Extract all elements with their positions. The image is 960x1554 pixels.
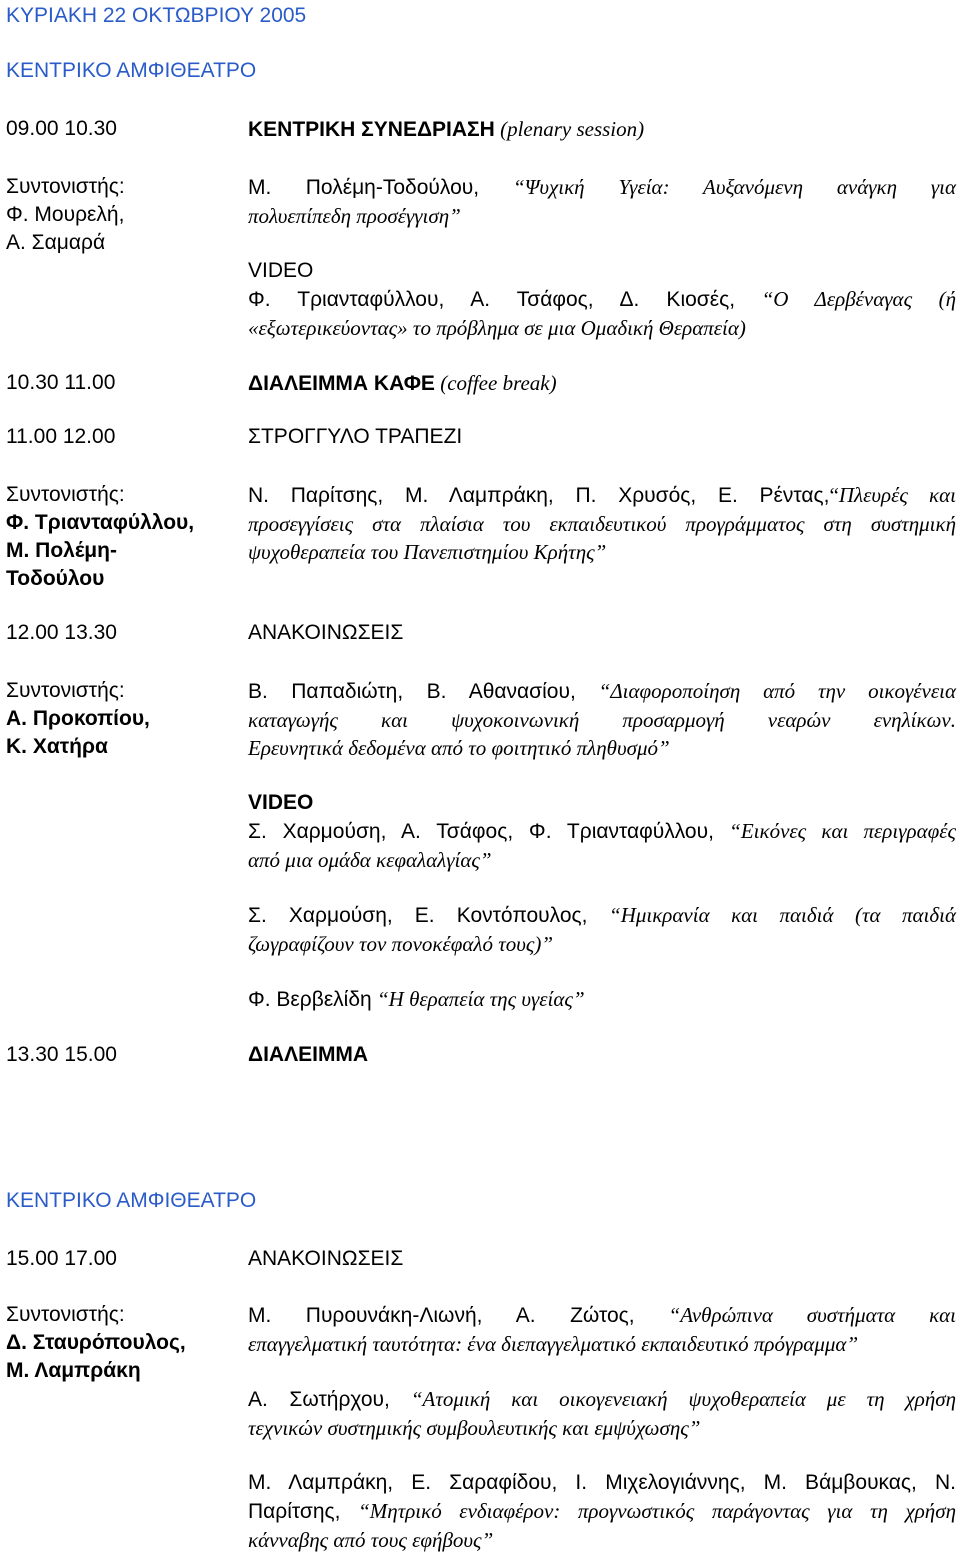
chair-name: Κ. Χατήρα bbox=[6, 735, 108, 758]
talk-title: Πλευρές και bbox=[838, 483, 956, 507]
talk-line: Ν. Παρίτσης, Μ. Λαμπράκη, Π. Χρυσός, Ε. Ρέντας,“Πλευρές και bbox=[248, 483, 956, 507]
talk-author: Μ. Πυρουνάκη-Λιωνή, Α. Ζώτος, bbox=[248, 1304, 635, 1327]
talk-line bbox=[248, 901, 956, 930]
talk-title: “Εικόνες και περιγραφές bbox=[729, 819, 957, 843]
talk-entry bbox=[248, 173, 956, 230]
session-title: ΣΤΡΟΓΓΥΛΟ ΤΡΑΠΕΖΙ bbox=[248, 425, 463, 448]
talk-line: επαγγελματική ταυτότητα: ένα διεπαγγελματικό εκπαιδευτικό πρόγραμμα” bbox=[248, 1332, 859, 1356]
talk-entry bbox=[248, 1385, 956, 1442]
chair-name: Δ. Σταυρόπουλος, bbox=[6, 1331, 186, 1354]
talk-entry bbox=[248, 1301, 956, 1358]
talk-entry bbox=[248, 1469, 956, 1554]
talk-title: “Διαφοροποίηση από την οικογένεια bbox=[598, 679, 956, 703]
talk-line: προσεγγίσεις στα πλαίσια του εκπαιδευτικού προγράμματος στη συστημική bbox=[248, 512, 956, 536]
talk-author: Β. Παπαδιώτη, Β. Αθανασίου, bbox=[248, 680, 576, 703]
talk-line: «εξωτερικεύοντας» το πρόβλημα σε μια Ομαδική Θεραπεία) bbox=[248, 316, 746, 340]
session-title-en: (plenary session) bbox=[500, 117, 645, 141]
session-title bbox=[248, 115, 644, 144]
chair-label: Συντονιστής: bbox=[6, 483, 125, 506]
break-time: 10.30 11.00 bbox=[6, 371, 116, 394]
talk-author: Φ. Βερβελίδη bbox=[248, 988, 372, 1011]
session-time: 11.00 12.00 bbox=[6, 425, 116, 448]
session-title: ΑΝΑΚΟΙΝΩΣΕΙΣ bbox=[248, 621, 404, 644]
program-date: ΚΥΡΙΑΚΗ 22 ΟΚΤΩΒΡΙΟΥ 2005 bbox=[6, 4, 307, 27]
session-time: 09.00 10.30 bbox=[6, 117, 117, 140]
talk-author: Μ. Πολέμη-Τοδούλου, bbox=[248, 176, 480, 199]
chair-block bbox=[6, 481, 236, 593]
video-entry bbox=[248, 285, 956, 342]
talk-entry bbox=[248, 677, 956, 762]
video-entry bbox=[248, 817, 956, 874]
talk-line bbox=[248, 1385, 956, 1414]
break-title: ΔΙΑΛΕΙΜΜΑ bbox=[248, 1043, 369, 1066]
talk-author: Σ. Χαρμούση, Ε. Κοντόπουλος, bbox=[248, 904, 588, 927]
talk-author: Σ. Χαρμούση, Α. Τσάφος, Φ. Τριανταφύλλου, bbox=[248, 820, 714, 843]
venue-title: ΚΕΝΤΡΙΚΟ ΑΜΦΙΘΕΑΤΡΟ bbox=[6, 59, 257, 82]
talk-line bbox=[248, 1301, 956, 1330]
video-entry bbox=[248, 985, 956, 1014]
chair-name: Τοδούλου bbox=[6, 567, 105, 590]
chair-name: Α. Σαμαρά bbox=[6, 231, 106, 254]
talk-author: Ν. Παρίτσης, Μ. Λαμπράκη, Π. Χρυσός, Ε. Ρέντας, bbox=[248, 484, 830, 507]
talk-line bbox=[248, 817, 956, 846]
talk-entry bbox=[248, 481, 956, 566]
chair-name: Μ. Πολέμη- bbox=[6, 539, 117, 562]
talk-title: “Μητρικό ενδιαφέρον: προγνωστικός παράγοντας για τη χρήση bbox=[358, 1499, 956, 1523]
talk-title: “Ανθρώπινα συστήματα και bbox=[668, 1303, 956, 1327]
chair-name: Α. Προκοπίου, bbox=[6, 707, 150, 730]
chair-name: Φ. Μουρελή, bbox=[6, 203, 125, 226]
video-entry bbox=[248, 901, 956, 958]
break-title: ΔΙΑΛΕΙΜΜΑ ΚΑΦΕ (coffee break) bbox=[248, 371, 557, 395]
chair-block bbox=[6, 677, 236, 761]
session-title: ΑΝΑΚΟΙΝΩΣΕΙΣ bbox=[248, 1247, 404, 1270]
talk-line bbox=[248, 677, 956, 706]
break-time: 13.30 15.00 bbox=[6, 1043, 117, 1066]
talk-line: τεχνικών συστημικής συμβουλευτικής και εμψύχωσης” bbox=[248, 1416, 701, 1440]
talk-line bbox=[248, 173, 956, 202]
chair-name: Μ. Λαμπράκη bbox=[6, 1359, 141, 1382]
talk-line: Ερευνητικά δεδομένα από το φοιτητικό πληθυσμό” bbox=[248, 736, 670, 760]
chair-name: Φ. Τριανταφύλλου, bbox=[6, 511, 195, 534]
talk-author: Μ. Λαμπράκη, Ε. Σαραφίδου, Ι. Μιχελογιάννης, Μ. Βάμβουκας, Ν. bbox=[248, 1471, 956, 1494]
talk-title: “Ατομική και οικογενειακή ψυχοθεραπεία με τη χρήση bbox=[410, 1387, 957, 1411]
chair-block bbox=[6, 173, 236, 257]
session-time: 15.00 17.00 bbox=[6, 1247, 117, 1270]
video-label: VIDEO bbox=[248, 791, 314, 814]
talk-author: Φ. Τριανταφύλλου, Α. Τσάφος, Δ. Κιοσές, bbox=[248, 288, 736, 311]
talk-line: καταγωγής και ψυχοκοινωνική προσαρμογή νεαρών ενηλίκων. bbox=[248, 708, 956, 732]
chair-block bbox=[6, 1301, 236, 1385]
talk-line bbox=[248, 285, 956, 314]
session-title-text: ΚΕΝΤΡΙΚΗ ΣΥΝΕΔΡΙΑΣΗ bbox=[248, 118, 495, 141]
chair-label: Συντονιστής: bbox=[6, 175, 125, 198]
talk-title: “Ημικρανία και παιδιά (τα παιδιά bbox=[609, 903, 957, 927]
talk-line: από μια ομάδα κεφαλαλγίας” bbox=[248, 848, 492, 872]
talk-author: Α. Σωτήρχου, bbox=[248, 1388, 390, 1411]
talk-title: “Ο Δερβέναγας (ή bbox=[761, 287, 956, 311]
talk-line: ζωγραφίζουν τον πονοκέφαλό τους)” bbox=[248, 932, 554, 956]
chair-label: Συντονιστής: bbox=[6, 679, 125, 702]
chair-label: Συντονιστής: bbox=[6, 1303, 125, 1326]
session-time: 12.00 13.30 bbox=[6, 621, 117, 644]
talk-title: “Η θεραπεία της υγείας” bbox=[376, 987, 585, 1011]
video-label: VIDEO bbox=[248, 259, 314, 282]
talk-line: κάνναβης από τους εφήβους” bbox=[248, 1528, 494, 1552]
talk-title: “Ψυχική Υγεία: Αυξανόμενη ανάγκη για bbox=[512, 175, 956, 199]
talk-line: πολυεπίπεδη προσέγγιση” bbox=[248, 204, 461, 228]
talk-line: Παρίτσης, “Μητρικό ενδιαφέρον: προγνωστικός παράγοντας για τη χρήση bbox=[248, 1499, 956, 1523]
venue-title: ΚΕΝΤΡΙΚΟ ΑΜΦΙΘΕΑΤΡΟ bbox=[6, 1189, 257, 1212]
talk-line: ψυχοθεραπεία του Πανεπιστημίου Κρήτης” bbox=[248, 540, 607, 564]
